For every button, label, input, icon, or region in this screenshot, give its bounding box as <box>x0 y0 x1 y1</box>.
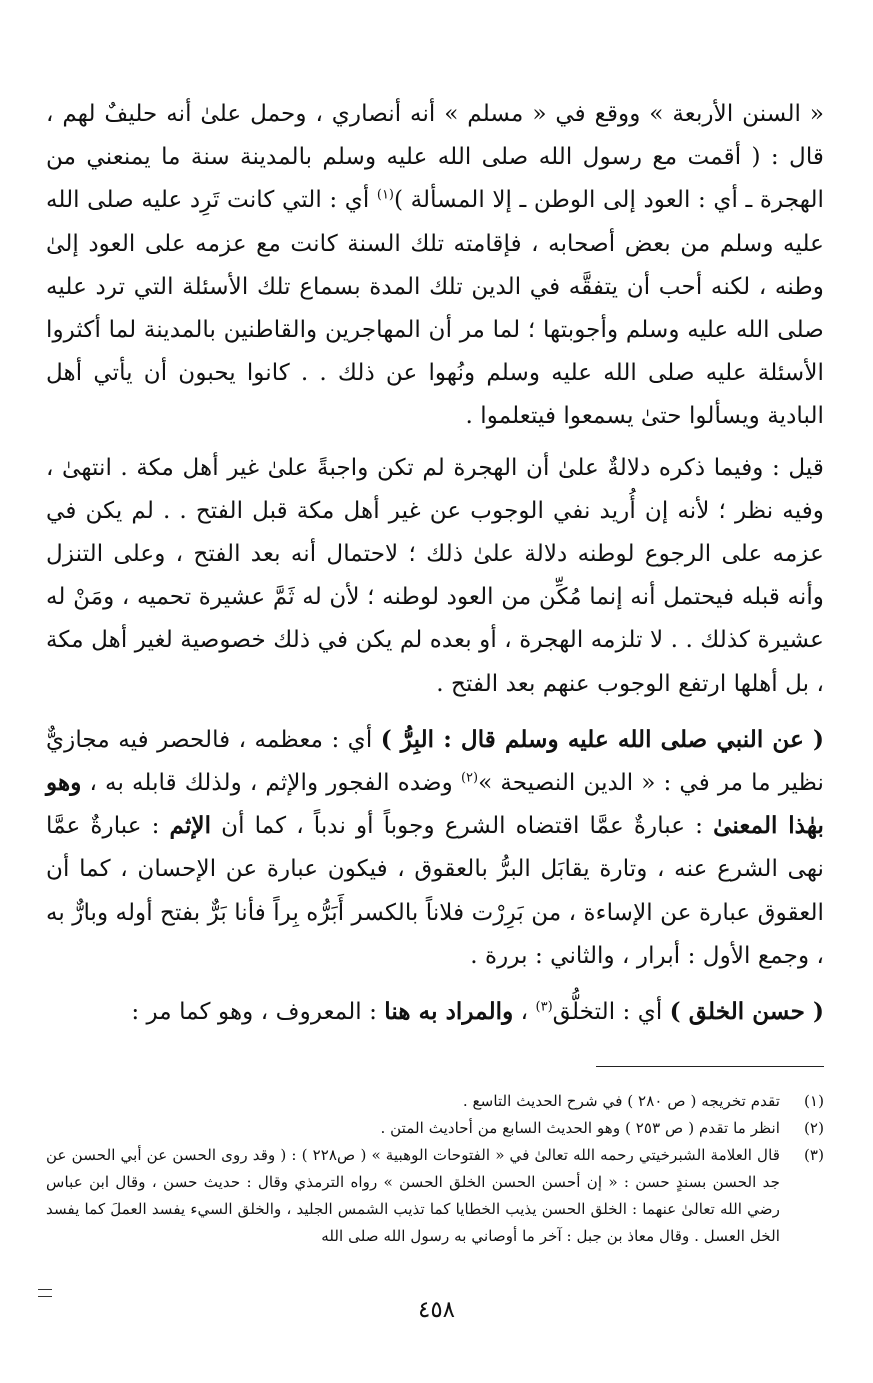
text-run: أي : التي كانت تَرِد عليه صلى الله عليه وسلم من بعض أصحابه ، فإقامته تلك السنة كانت مع عزمه على العود إلىٰ وطنه ، لكنه أحب أن يتفقَّه في الدين تلك المدة بسماع تلك الأسئلة التي ترد عليه صلى الله عليه وسلم وأجوبتها ؛ لما مر أن المهاجرين والقاطنين بالمدينة لما أكثروا الأسئلة عليه صلى الله عليه وسلم ونُهوا عن ذلك . . كانوا يحبون أن يأتي أهل البادية ويسألوا حتىٰ يسمعوا فيتعلموا . <box>46 186 824 430</box>
footnote-number: (١) <box>803 1092 824 1110</box>
paragraph-4 <box>46 990 824 1033</box>
paragraph-1 <box>46 92 824 438</box>
footnote-3 <box>46 1142 824 1250</box>
text-run: : عبارةٌ عمَّا اقتضاه الشرع وجوباً أو ندباً ، كما أن <box>211 812 714 840</box>
footnote-text: قال العلامة الشبرخيتي رحمه الله تعالىٰ في « الفتوحات الوهبية » ( ص٢٢٨ ) : ( وقد روى الحسن عن أبي الحسن عن جد الحسن بسندٍ حسن : « إن أحسن الحسن الخلق الحسن » رواه الترمذي وقال : حديث حسن ، وقال ابن عباس رضي الله تعالىٰ عنهما : الخلق الحسن يذيب الخطايا كما تذيب الشمس الجليد ، والخلق السيء يفسد العملَ كما يفسد الخل العسل . وقال معاذ بن جبل : آخر ما أوصاني به رسول الله صلى الله <box>46 1146 780 1245</box>
footnote-separator <box>596 1066 824 1067</box>
paragraph-3 <box>46 718 824 977</box>
footnote-2 <box>46 1115 824 1142</box>
footnote-ref-2: (٢) <box>460 770 479 786</box>
footnote-1 <box>46 1088 824 1115</box>
main-text <box>46 92 824 1046</box>
text-run: ، <box>513 998 536 1026</box>
page-number: ٤٥٨ <box>417 1297 456 1323</box>
bold-phrase: الإثم <box>169 812 212 840</box>
paragraph-2: قيل : وفيما ذكره دلالةٌ علىٰ أن الهجرة لم تكن واجبةً علىٰ غير أهل مكة . انتهىٰ ، وفيه نظر ؛ لأنه إن أُريد نفي الوجوب عن غير أهل مكة قبل الفتح . . لم يكن في عزمه على الرجوع لوطنه دلالة علىٰ ذلك ؛ لاحتمال أنه بعد الفتح ، وعلى التنزل وأنه قبله فيحتمل أنه إنما مُكِّن من العود لوطنه ؛ لأن له ثَمَّ عشيرة تحميه ، ومَنْ له عشيرة كذلك . . لا تلزمه الهجرة ، أو بعده لم يكن في ذلك خصوصية لغير أهل مكة ، بل أهلها ارتفع الوجوب عنهم بعد الفتح . <box>46 453 824 697</box>
text-run: أي : معظمه ، فالحصر فيه مجازيٌّ نظير ما مر في : « الدين النصيحة » <box>46 725 824 797</box>
hadith-phrase-khuluq: ( حسن الخلق ) <box>669 998 824 1026</box>
bold-phrase: والمراد به هنا <box>384 998 514 1026</box>
hadith-phrase-birr: ( عن النبي صلى الله عليه وسلم قال : البِرُّ ) <box>380 725 824 753</box>
text-run: « السنن الأربعة » ووقع في « مسلم » أنه أنصاري ، وحمل علىٰ أنه حليفٌ لهم ، قال : ( أقمت مع رسول الله صلى الله عليه وسلم بالمدينة سنة ما يمنعني من الهجرة ـ أي : العود إلى الوطن ـ إلا المسألة ) <box>46 100 824 214</box>
text-run: : المعروف ، وهو كما مر : <box>131 998 385 1026</box>
text-run: أي : التخلُّق <box>552 998 670 1026</box>
footnote-text: تقدم تخريجه ( ص ٢٨٠ ) في شرح الحديث التاسع . <box>462 1092 780 1110</box>
footnotes <box>46 1088 824 1250</box>
footnote-ref-1: (١) <box>376 187 394 203</box>
text-run: وضده الفجور والإثم ، ولذلك قابله به ، <box>81 769 461 797</box>
footnote-text: انظر ما تقدم ( ص ٢٥٣ ) وهو الحديث السابع من أحاديث المتن . <box>380 1119 780 1137</box>
footnote-number: (٣) <box>803 1146 824 1164</box>
footnote-number: (٢) <box>803 1119 824 1137</box>
text-run: : عبارةٌ عمَّا نهى الشرع عنه ، وتارة يقابَل البرُّ بالعقوق ، فيكون عبارة عن الإحسان ، كما أن العقوق عبارة عن الإساءة ، من بَرِرْت فلاناً بالكسر أَبَرُّه بِراً فأنا بَرٌّ بفتح أوله وبارٌّ به ، وجمع الأول : أبرار ، والثاني : بررة . <box>46 812 824 969</box>
footnote-ref-3: (٣) <box>535 999 553 1015</box>
bold-phrase: وهو بهٰذا المعنىٰ <box>46 769 824 840</box>
